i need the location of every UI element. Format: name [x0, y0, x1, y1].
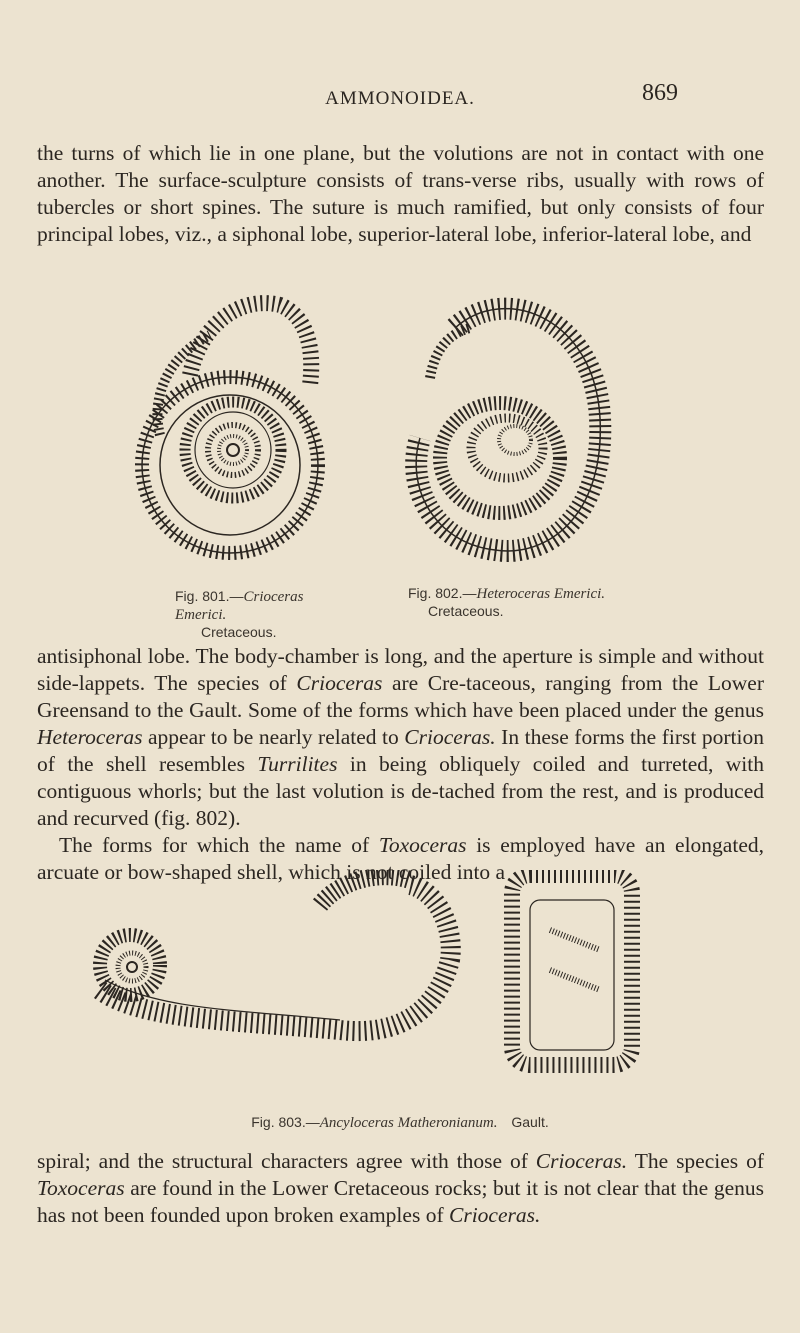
para4-text-e: are found in the Lower Cretaceous rocks; but it is not clear that the genus has not been founded upon broken examples of	[37, 1176, 764, 1227]
para4-text-b: Crioceras.	[535, 1149, 628, 1173]
page-number: 869	[642, 80, 678, 106]
fig-803-caption	[0, 1114, 800, 1132]
para2-text-c: are Cre-taceous, ranging from the Lower Greensand to the Gault. Some of the forms which have been placed under the genus	[37, 671, 764, 722]
para2-text-h: Turrilites	[257, 752, 338, 776]
para3-text-c: is employed have an elongated, arcuate or bow-shaped shell, which is not coiled into a	[37, 833, 764, 884]
paragraph-1-text: the turns of which lie in one plane, but the volutions are not in contact with one another. The surface-sculpture consists of trans-verse ribs, usually with rows of tubercles or short spines. The suture is much ramified, but only consists of four principal lobes, viz., a siphonal lobe, superior-lateral lobe, inferior-lateral lobe, and	[37, 141, 764, 246]
paragraph-1	[37, 140, 764, 248]
fig-803-illustration	[80, 870, 680, 1090]
paragraph-4	[37, 1148, 764, 1229]
para4-text-d: Toxoceras	[37, 1176, 125, 1200]
fig-803-label: Fig. 803.—	[251, 1114, 320, 1130]
fig-801-illustration	[130, 285, 340, 575]
fig-803-age: Gault.	[511, 1114, 549, 1130]
para4-text-a: spiral; and the structural characters agree with those of	[37, 1149, 536, 1173]
para4-text-c: The species of	[627, 1149, 764, 1173]
para2-text-a: antisiphonal lobe. The body-chamber is long, and the aperture is simple and without side-lappets. The species of	[37, 644, 764, 695]
fig-801-age: Cretaceous.	[201, 624, 277, 640]
running-title: AMMONOIDEA.	[325, 88, 475, 109]
para3-text-a: The forms for which the name of	[59, 833, 379, 857]
paragraph-2	[37, 643, 764, 886]
para2-text-d: Heteroceras	[37, 725, 143, 749]
para2-text-e: appear to be nearly related to	[142, 725, 405, 749]
fig-803-name: Ancyloceras Matheronianum.	[319, 1115, 498, 1131]
fig-802-illustration	[395, 288, 620, 578]
fig-801-label: Fig. 801.—	[175, 588, 244, 604]
para4-text-f: Crioceras.	[448, 1203, 541, 1227]
para3-text-b: Toxoceras	[378, 833, 467, 857]
para2-text-i: in being obliquely coiled and turreted, with contiguous whorls; but the last volution is de-tached from the rest, and is produced and recurved (fig. 802).	[37, 752, 764, 830]
para2-text-b: Crioceras	[296, 671, 383, 695]
fig-802-age: Cretaceous.	[428, 603, 504, 619]
para2-text-g: In these forms the first portion of the shell resembles	[37, 725, 764, 776]
para2-text-f: Crioceras.	[404, 725, 496, 749]
fig-801-caption	[175, 588, 325, 641]
fig-802-caption	[408, 585, 608, 620]
fig-801-name: Crioceras Emerici.	[175, 589, 304, 623]
fig-802-name: Heteroceras Emerici.	[476, 586, 606, 602]
fig-802-label: Fig. 802.—	[408, 585, 477, 601]
